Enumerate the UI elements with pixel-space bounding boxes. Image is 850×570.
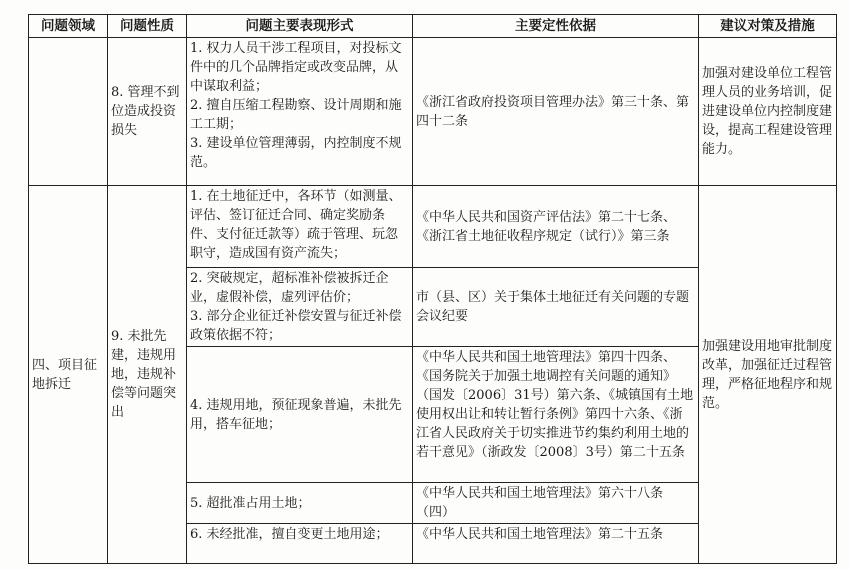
header-measures: 建议对策及措施 [699,15,837,38]
manifestation-cell [187,268,413,347]
domain-cell [29,186,108,564]
manifestation-text: 1. 在土地征迁中，各环节（如测量、评估、签订征迁合同、确定奖励条件、支付征迁款等）疏于管理、玩忽职守，造成国有资产流失； [190,189,402,261]
manifestation-text: 4. 违规用地，预征现象普遍，未批先用，搭车征地； [190,397,402,432]
header-basis: 主要定性依据 [413,15,699,38]
manifestation-text: 5. 超批准占用土地； [190,495,311,511]
header-nature: 问题性质 [108,15,187,38]
manifestation-cell [187,186,413,268]
basis-text: 《中华人民共和国土地管理法》第四十四条、《国务院关于加强土地调控有关问题的通知》（国发〔2006〕31号）第六条、《城镇国有土地使用权出让和转让暂行条例》第四十六条、《浙江省人民政府关于切实推进节约集约利用土地的若干意见》（浙政发〔2008〕3号）第二十五条 [416,350,694,460]
manifestation-cell [187,38,413,186]
header-row [29,15,837,38]
manifestation-text: 6. 未经批准，擅自变更土地用途； [190,527,389,542]
measures-cell [699,38,837,186]
nature-text: 9. 未批先建，违规用地，违规补偿等问题突出 [111,329,177,420]
header-manifestation: 问题主要表现形式 [187,15,413,38]
manifestation-text: 2. 突破规定，超标准补偿被拆迁企业，虚假补偿，虚列评估价； 3. 部分企业征迁补偿安置与征迁补偿政策依据不符； [190,271,402,343]
manifestation-cell [187,483,413,524]
manifestation-text: 1. 权力人员干涉工程项目，对投标文件中的几个品牌指定或改变品牌，从中谋取利益； 2. 擅自压缩工程勘察、设计周期和施工工期； 3. 建设单位管理薄弱，内控制度不规范。 [190,41,402,170]
measures-text: 加强建设用地审批制度改革，加强征迁过程管理，严格征地程序和规范。 [702,338,833,411]
manifestation-cell [187,347,413,483]
nature-cell [108,186,187,564]
basis-cell [413,268,699,347]
basis-cell [413,38,699,186]
manifestation-cell [187,524,413,564]
basis-cell [413,483,699,524]
basis-cell [413,186,699,268]
table-row [29,186,837,268]
basis-text: 《中华人民共和国土地管理法》第六十八条（四） [416,486,664,520]
basis-cell [413,524,699,564]
nature-text: 8. 管理不到位造成投资损失 [111,85,180,138]
basis-text: 《中华人民共和国土地管理法》第二十五条 [416,527,664,542]
domain-cell [29,38,108,186]
basis-cell [413,347,699,483]
basis-text: 市（县、区）关于集体土地征迁有关问题的专题会议纪要 [416,290,690,324]
table-row [29,38,837,186]
basis-text: 《浙江省政府投资项目管理办法》第三十条、第四十二条 [416,94,690,129]
domain-text: 四、项目征地拆迁 [32,357,98,392]
policy-table [28,14,837,564]
nature-cell [108,38,187,186]
measures-text: 加强对建设单位工程管理人员的业务培训，促进建设单位内控制度建设，提高工程建设管理能力。 [702,66,833,157]
header-domain: 问题领域 [29,15,108,38]
basis-text: 《中华人民共和国资产评估法》第二十七条、《浙江省土地征收程序规定（试行）》第三条 [416,209,677,244]
measures-cell [699,186,837,564]
